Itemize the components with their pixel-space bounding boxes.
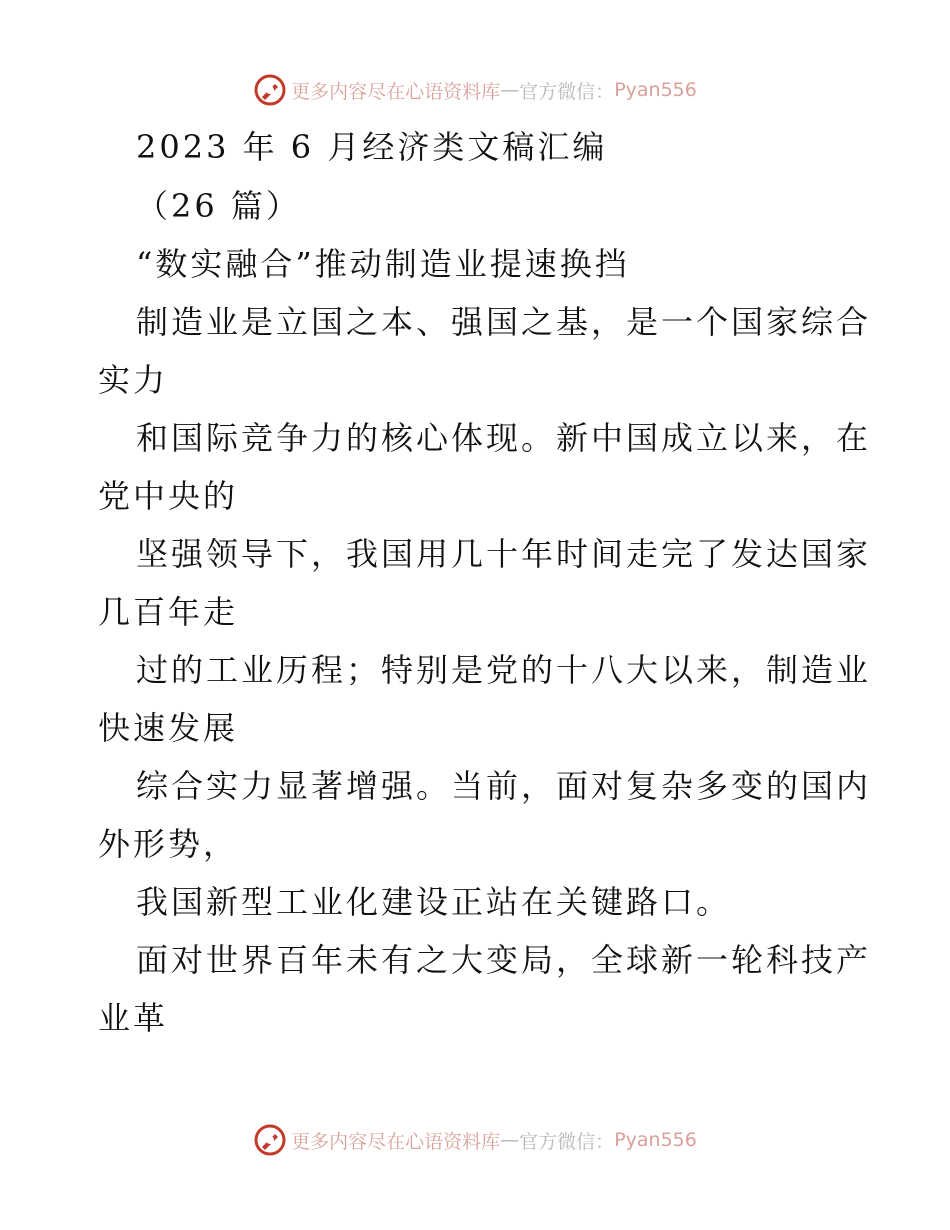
paragraph-line: 我国新型工业化建设正站在关键路口。 (136, 883, 732, 921)
watermark-text: 更多内容尽在心语资料库 (291, 80, 501, 103)
paragraph-line: 业革 (98, 999, 169, 1037)
paragraph-line: 制造业是立国之本、强国之基，是一个国家综合 (136, 303, 872, 341)
paragraph-line: 党中央的 (98, 477, 239, 515)
paragraph-line: 几百年走 (98, 593, 239, 631)
paragraph-line: 实力 (98, 361, 169, 399)
red-seal-pen-icon (253, 1123, 287, 1157)
watermark-id: Pyan556 (614, 79, 697, 101)
watermark-label: 官方微信： (519, 80, 615, 103)
watermark-id: Pyan556 (614, 1129, 697, 1151)
watermark-label: 官方微信： (519, 1130, 615, 1153)
paragraph-line: 快速发展 (98, 709, 239, 747)
paragraph-line: 综合实力显著增强。当前，面对复杂多变的国内 (136, 767, 872, 805)
paragraph-line: 面对世界百年未有之大变局，全球新一轮科技产 (136, 941, 872, 979)
paragraph-line: 过的工业历程；特别是党的十八大以来，制造业 (136, 651, 872, 689)
watermark-separator: — (500, 1129, 520, 1151)
paragraph-line: 坚强领导下，我国用几十年时间走完了发达国家 (136, 535, 872, 573)
red-seal-pen-icon (253, 73, 287, 107)
footer-watermark (0, 1120, 950, 1160)
header-watermark (0, 70, 950, 110)
paragraph-line: 外形势， (98, 825, 239, 863)
document-title: 2023 年 6 月经济类文稿汇编 (136, 128, 608, 166)
article-title: “数实融合”推动制造业提速换挡 (136, 245, 630, 283)
paragraph-line: 和国际竞争力的核心体现。新中国成立以来，在 (136, 419, 872, 457)
watermark-text: 更多内容尽在心语资料库 (291, 1130, 501, 1153)
watermark-separator: — (500, 79, 520, 101)
document-subtitle: （26 篇） (136, 187, 301, 225)
